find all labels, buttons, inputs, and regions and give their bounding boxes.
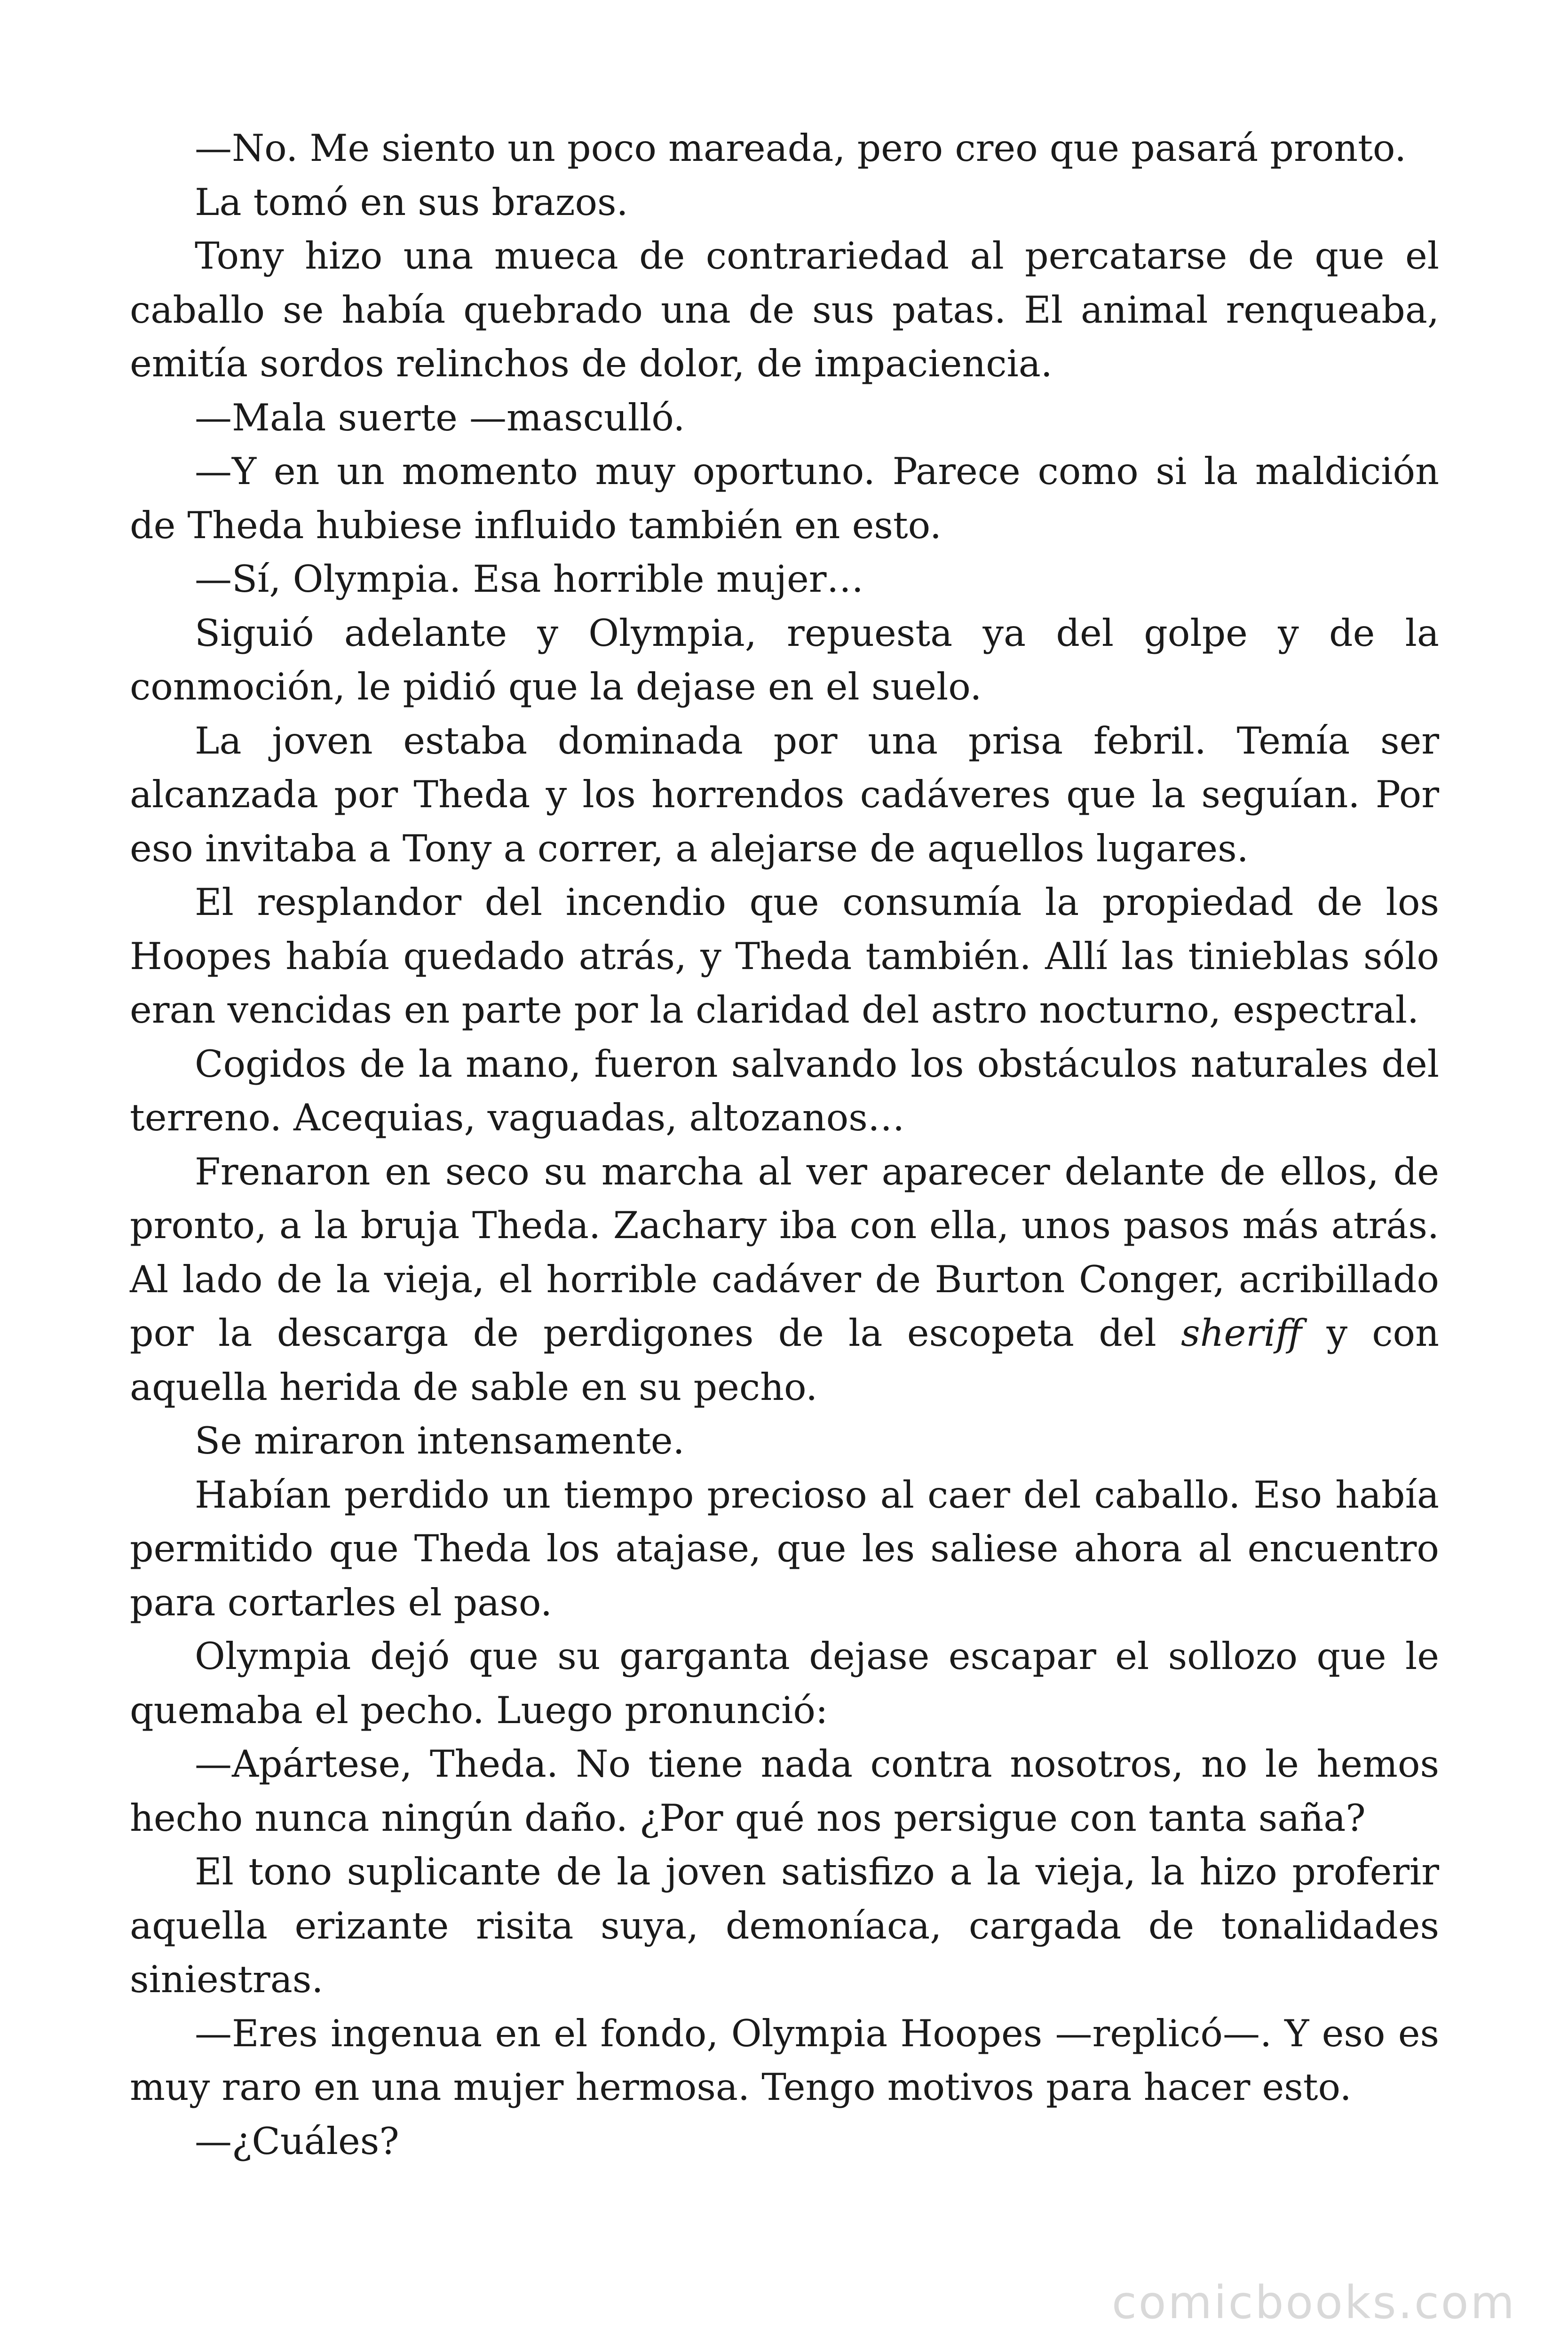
paragraph: Olympia dejó que su garganta dejase escapar el sollozo que le quemaba el pecho. Luego pronunció: [130, 1635, 1439, 1732]
paragraph: —Mala suerte —masculló. [195, 396, 685, 439]
paragraph: Cogidos de la mano, fueron salvando los obstáculos naturales del terreno. Acequias, vaguadas, altozanos… [130, 1042, 1439, 1139]
paragraph: Tony hizo una mueca de contrariedad al percatarse de que el caballo se había quebrado una de sus patas. El animal renqueaba, emitía sordos relinchos de dolor, de impaciencia. [130, 234, 1439, 385]
paragraph: Se miraron intensamente. [195, 1419, 685, 1462]
paragraph: —Eres ingenua en el fondo, Olympia Hoopes —replicó—. Y eso es muy raro en una mujer hermosa. Tengo motivos para hacer esto. [130, 2011, 1439, 2109]
paragraph: La tomó en sus brazos. [195, 180, 628, 224]
paragraph-text-after-italic: y con aquella herida de sable en su pecho. [130, 1311, 1439, 1409]
paragraph: La joven estaba dominada por una prisa febril. Temía ser alcanzada por Theda y los horrendos cadáveres que la seguían. Por eso invitaba a Tony a correr, a alejarse de aquellos lugares. [130, 719, 1439, 870]
paragraph: El tono suplicante de la joven satisfizo a la vieja, la hizo proferir aquella erizante risita suya, demoníaca, cargada de tonalidades siniestras. [130, 1850, 1439, 2001]
paragraph: —Y en un momento muy oportuno. Parece como si la maldición de Theda hubiese influido también en esto. [130, 450, 1439, 547]
paragraph-text-before-italic: Frenaron en seco su marcha al ver aparecer delante de ellos, de pronto, a la bruja Theda. Zachary iba con ella, unos pasos más atrás. Al lado de la vieja, el horrible cadáver de Burton Conger, acribillado por la descarga de perdigones de la escopeta del [130, 1150, 1439, 1355]
paragraph-with-italic [130, 1145, 1439, 1414]
italic-word: sheriff [1181, 1311, 1302, 1355]
paragraph: Habían perdido un tiempo precioso al caer del caballo. Eso había permitido que Theda los atajase, que les saliese ahora al encuentro para cortarles el paso. [130, 1473, 1439, 1624]
paragraph: Siguió adelante y Olympia, repuesta ya del golpe y de la conmoción, le pidió que la dejase en el suelo. [130, 611, 1439, 708]
paragraph: —Sí, Olympia. Esa horrible mujer… [195, 557, 864, 601]
book-page-text [130, 121, 1439, 2168]
paragraph: El resplandor del incendio que consumía la propiedad de los Hoopes había quedado atrás, y Theda también. Allí las tinieblas sólo eran vencidas en parte por la claridad del astro nocturno, espectral. [130, 881, 1439, 1032]
paragraph: —No. Me siento un poco mareada, pero creo que pasará pronto. [195, 127, 1407, 170]
paragraph: —¿Cuáles? [195, 2119, 399, 2163]
watermark: comicbooks.com [1111, 2276, 1516, 2329]
paragraph: —Apártese, Theda. No tiene nada contra nosotros, no le hemos hecho nunca ningún daño. ¿Por qué nos persigue con tanta saña? [130, 1742, 1439, 1840]
